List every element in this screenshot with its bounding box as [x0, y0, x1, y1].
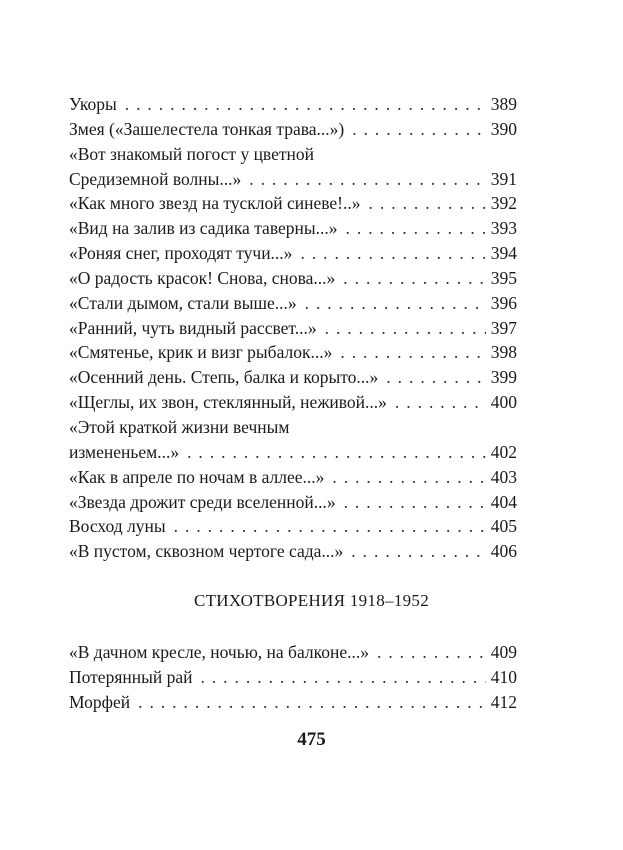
toc-entry-page: 395 — [490, 267, 517, 288]
toc-entry-title-line1: «Этой краткой жизни вечным — [69, 416, 290, 437]
toc-entry — [69, 216, 517, 241]
toc-entry — [69, 142, 517, 192]
toc-entry — [69, 690, 517, 715]
toc-entry — [69, 191, 517, 216]
toc-entry-title: «Стали дымом, стали выше...» — [69, 292, 297, 313]
toc-entry-page: 392 — [490, 193, 517, 214]
toc-entry — [69, 117, 517, 142]
dot-leader — [343, 266, 485, 291]
dot-leader — [300, 241, 485, 266]
toc-entry-page: 394 — [490, 243, 517, 264]
toc-entry-title: «О радость красок! Снова, снова...» — [69, 267, 336, 288]
dot-leader — [369, 191, 486, 216]
toc-entry-page: 402 — [490, 441, 517, 462]
section-heading: СТИХОТВОРЕНИЯ 1918–1952 — [193, 591, 430, 610]
toc-entry-page: 396 — [490, 292, 517, 313]
toc-entry-title: Средиземной волны...» — [69, 168, 242, 189]
dot-leader — [332, 465, 485, 490]
toc-entry-page: 409 — [490, 642, 517, 662]
toc-entry-page: 391 — [490, 168, 517, 189]
toc-entry — [69, 390, 517, 415]
dot-leader — [344, 490, 486, 515]
toc-entry — [69, 365, 517, 390]
toc-entry-page: 393 — [490, 218, 517, 239]
dot-leader — [200, 665, 485, 690]
toc-entry — [69, 514, 517, 539]
toc-entry-title: «В пустом, сквозном чертоге сада...» — [69, 541, 344, 562]
toc-entry-title: «Как много звезд на тусклой синеве!..» — [69, 193, 361, 214]
table-of-contents — [69, 92, 517, 564]
dot-leader — [386, 365, 485, 390]
toc-entry-title: «Как в апреле по ночам в аллее...» — [69, 466, 325, 487]
toc-entry-title: «Вид на залив из садика таверны...» — [69, 218, 338, 239]
toc-entry-title: «Щеглы, их звон, стеклянный, неживой...» — [69, 392, 387, 413]
dot-leader — [187, 440, 486, 465]
toc-entry — [69, 539, 517, 564]
toc-entry-title: Восход луны — [69, 516, 166, 537]
dot-leader — [346, 216, 486, 241]
toc-entry-page: 390 — [490, 118, 517, 139]
toc-entry — [69, 316, 517, 341]
dot-leader — [249, 167, 486, 192]
dot-leader — [352, 117, 486, 142]
dot-leader — [138, 690, 486, 715]
toc-entry — [69, 465, 517, 490]
toc-entry-page: 404 — [490, 491, 517, 512]
dot-leader — [395, 390, 486, 415]
toc-entry-title: «Осенний день. Степь, балка и корыто...» — [69, 367, 379, 388]
table-of-contents-section — [69, 640, 517, 715]
toc-entry-page: 405 — [490, 516, 517, 537]
toc-entry-title: «Роняя снег, проходят тучи...» — [69, 243, 293, 264]
toc-entry-title: Потерянный рай — [69, 666, 193, 687]
toc-entry-page: 410 — [490, 666, 517, 687]
dot-leader — [325, 316, 486, 341]
toc-entry-title: Морфей — [69, 691, 131, 712]
toc-entry — [69, 640, 517, 665]
toc-entry-title: измененьем...» — [69, 441, 180, 462]
toc-entry-page: 397 — [490, 317, 517, 338]
toc-entry-page: 406 — [490, 541, 517, 562]
toc-entry — [69, 340, 517, 365]
toc-entry-page: 398 — [490, 342, 517, 363]
toc-entry — [69, 266, 517, 291]
page-number: 475 — [297, 729, 326, 750]
dot-leader — [125, 92, 486, 117]
toc-entry-title-line1: «Вот знакомый погост у цветной — [69, 143, 314, 164]
toc-entry — [69, 92, 517, 117]
dot-leader — [351, 539, 485, 564]
toc-entry-title: «Звезда дрожит среди вселенной...» — [69, 491, 336, 512]
toc-entry-title: «Смятенье, крик и визг рыбалок...» — [69, 342, 333, 363]
toc-entry-page: 400 — [490, 392, 517, 413]
toc-entry — [69, 490, 517, 515]
toc-entry-title: «В дачном кресле, ночью, на балконе...» — [69, 642, 369, 662]
toc-entry — [69, 291, 517, 316]
toc-entry-page: 412 — [490, 691, 517, 712]
toc-entry-title: Укоры — [69, 94, 117, 114]
toc-entry — [69, 415, 517, 465]
dot-leader — [340, 340, 485, 365]
dot-leader — [174, 514, 486, 539]
toc-entry — [69, 665, 517, 690]
toc-entry-page: 399 — [490, 367, 517, 388]
dot-leader — [377, 640, 486, 665]
toc-entry-page: 389 — [490, 94, 517, 114]
toc-entry — [69, 241, 517, 266]
toc-entry-page: 403 — [490, 466, 517, 487]
toc-entry-title: Змея («Зашелестела тонкая трава...») — [69, 118, 345, 139]
toc-entry-title: «Ранний, чуть видный рассвет...» — [69, 317, 317, 338]
dot-leader — [305, 291, 486, 316]
